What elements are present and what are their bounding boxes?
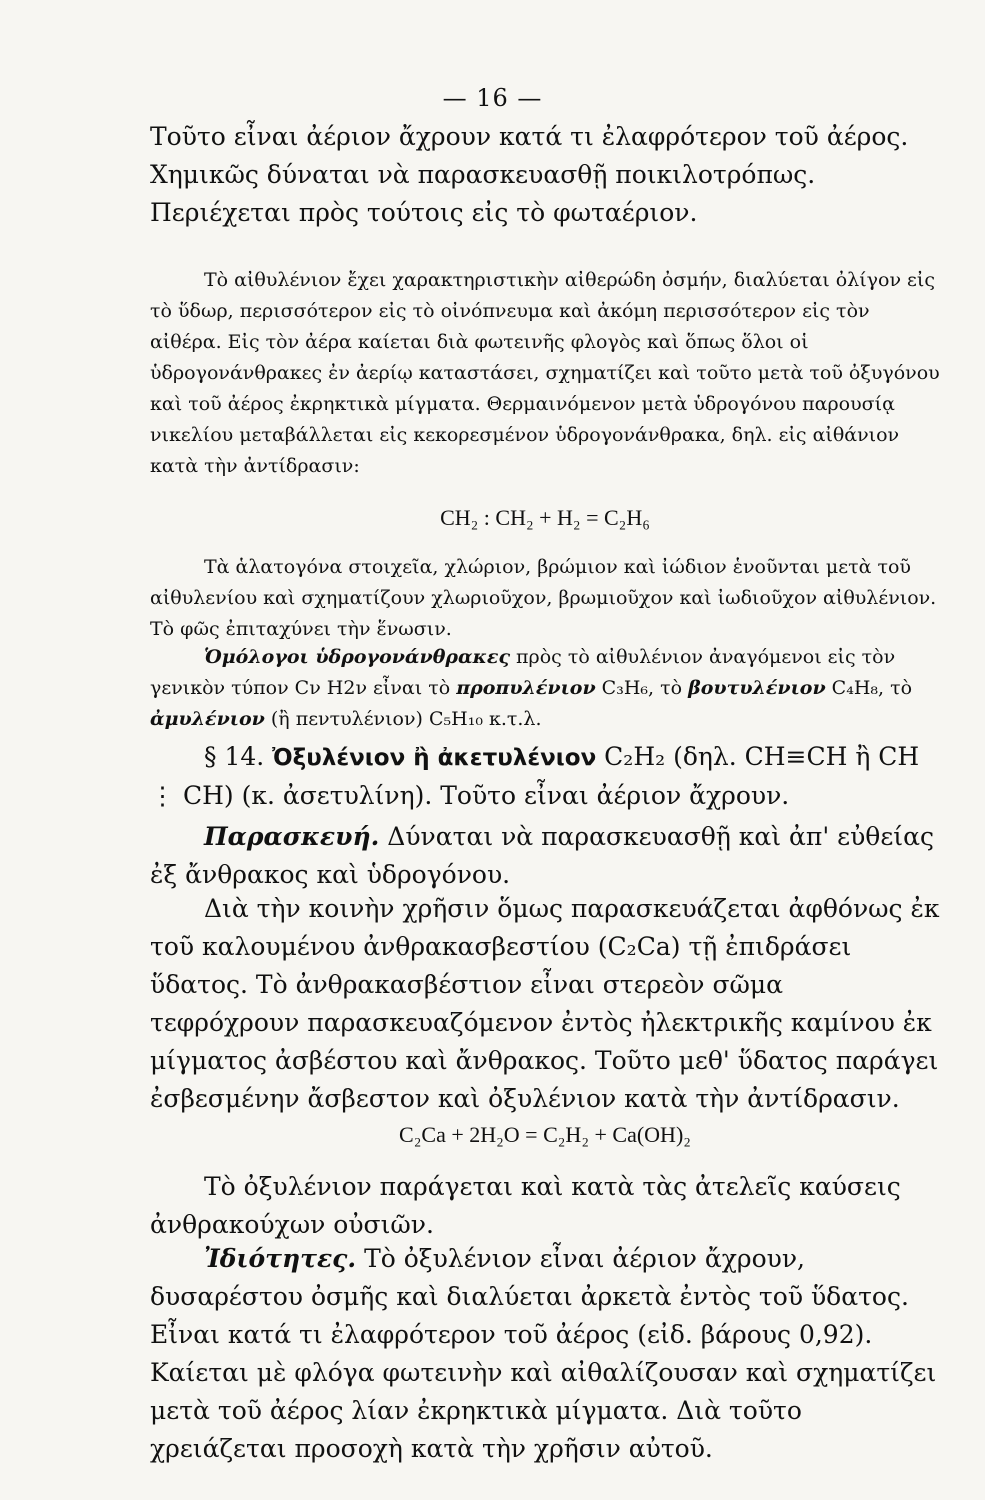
homologues-heading: Ὁμόλογοι ὑδρογονάνθρακες xyxy=(204,646,511,668)
propylene-formula: C₃H₆, τὸ xyxy=(595,677,689,699)
butylene-name: βουτυλένιον xyxy=(688,677,826,699)
section-14-heading-paragraph xyxy=(150,738,940,815)
equation-calcium-carbide: C₂Ca + 2H₂O = C₂H₂ + Ca(OH)₂ xyxy=(399,1122,691,1147)
intro-paragraph: Τοῦτο εἶναι ἀέριον ἄχρουν κατά τι ἐλαφρότερον τοῦ ἀέρος. Χημικῶς δύναται νὰ παρασκευασθῇ ποικιλοτρόπως. Περιέχεται πρὸς τούτοις εἰς τὸ φωταέριον. xyxy=(150,122,909,227)
preparation-heading: Παρασκευή. xyxy=(204,822,380,851)
halogens-paragraph: Τὰ ἁλατογόνα στοιχεῖα, χλώριον, βρώμιον καὶ ἰώδιον ἑνοῦνται μετὰ τοῦ αἰθυλενίου καὶ σχηματίζουν χλωριοῦχον, βρωμιοῦχον καὶ ἰωδιοῦχον αἰθυλένιον. Τὸ φῶς ἐπιταχύνει τὴν ἕνωσιν. xyxy=(150,556,937,640)
equation-ethylene-hydrogenation: CH₂ : CH₂ + H₂ = C₂H₆ xyxy=(440,505,650,530)
section-title: Ὀξυλένιον ἢ ἀκετυλένιον xyxy=(272,745,597,771)
amylene-rest: (ἢ πεντυλένιον) C₅H₁₀ κ.τ.λ. xyxy=(264,708,542,730)
properties-text: Τὸ ὀξυλένιον εἶναι ἀέριον ἄχρουν, δυσαρέστου ὀσμῆς καὶ διαλύεται ἀρκετὰ ἐντὸς τοῦ ὕδατος. Εἶναι κατά τι ἐλαφρότερον τοῦ ἀέρος (εἰδ. βάρους 0,92). Καίεται μὲ φλόγα φωτεινὴν καὶ αἰθαλίζουσαν καὶ σχηματίζει μετὰ τοῦ ἀέρος λίαν ἐκρηκτικὰ μίγματα. Διὰ τοῦτο χρειάζεται προσοχὴ κατὰ τὴν χρῆσιν αὐτοῦ. xyxy=(150,1244,937,1463)
preparation-paragraph xyxy=(150,818,940,894)
incomplete-combustion-paragraph: Τὸ ὀξυλένιον παράγεται καὶ κατὰ τὰς ἀτελεῖς καύσεις ἀνθρακούχων οὐσιῶν. xyxy=(150,1172,901,1239)
homologues-paragraph xyxy=(150,642,940,735)
section-number: § 14. xyxy=(204,742,273,771)
butylene-formula: C₄H₈, τὸ xyxy=(825,677,913,699)
page-number: — 16 — xyxy=(442,84,543,112)
preparation-common-paragraph: Διὰ τὴν κοινὴν χρῆσιν ὅμως παρασκευάζεται ἀφθόνως ἐκ τοῦ καλουμένου ἀνθρακασβεστίου (C₂Ca) τῇ ἐπιδράσει ὕδατος. Τὸ ἀνθρακασβέστιον εἶναι στερεὸν σῶμα τεφρόχρουν παρασκευαζόμενον ἐντὸς ἠλεκτρικῆς καμίνου ἐκ μίγματος ἀσβέστου καὶ ἄνθρακος. Τοῦτο μεθ' ὕδατος παράγει ἐσβεσμένην ἄσβεστον καὶ ὀξυλένιον κατὰ τὴν ἀντίδρασιν. xyxy=(150,894,940,1113)
section-rest: C₂H₂ (δηλ. CH≡CH ἢ CH ⋮ CH) (κ. ἀσετυλίνη). Τοῦτο εἶναι ἀέριον ἄχρουν. xyxy=(150,742,920,810)
propylene-name: προπυλένιον xyxy=(456,677,596,699)
properties-heading: Ἰδιότητες. xyxy=(204,1244,357,1273)
properties-paragraph xyxy=(150,1240,940,1468)
homologues-text: πρὸς τὸ αἰθυλένιον ἀναγόμενοι εἰς τὸν γενικὸν τύπον Cν H2ν εἶναι τὸ xyxy=(150,646,896,699)
ethylene-properties-paragraph: Τὸ αἰθυλένιον ἔχει χαρακτηριστικὴν αἰθερώδη ὀσμήν, διαλύεται ὀλίγον εἰς τὸ ὕδωρ, περισσότερον εἰς τὸ οἰνόπνευμα καὶ ἀκόμη περισσότερον εἰς τὸν αἰθέρα. Εἰς τὸν ἀέρα καίεται διὰ φωτεινῆς φλογὸς καὶ ὅπως ὅλοι οἱ ὑδρογονάνθρακες ἐν ἀερίῳ καταστάσει, σχηματίζει καὶ τοῦτο μετὰ τοῦ ὀξυγόνου καὶ τοῦ ἀέρος ἐκρηκτικὰ μίγματα. Θερμαινόμενον μετὰ ὑδρογόνου παρουσίᾳ νικελίου μεταβάλλεται εἰς κεκορεσμένον ὑδρογονάνθρακα, δηλ. εἰς αἰθάνιον κατὰ τὴν ἀντίδρασιν: xyxy=(150,269,940,477)
preparation-text: Δύναται νὰ παρασκευασθῇ καὶ ἀπ' εὐθείας ἐξ ἄνθρακος καὶ ὑδρογόνου. xyxy=(150,822,934,889)
amylene-name: ἀμυλένιον xyxy=(150,708,265,730)
